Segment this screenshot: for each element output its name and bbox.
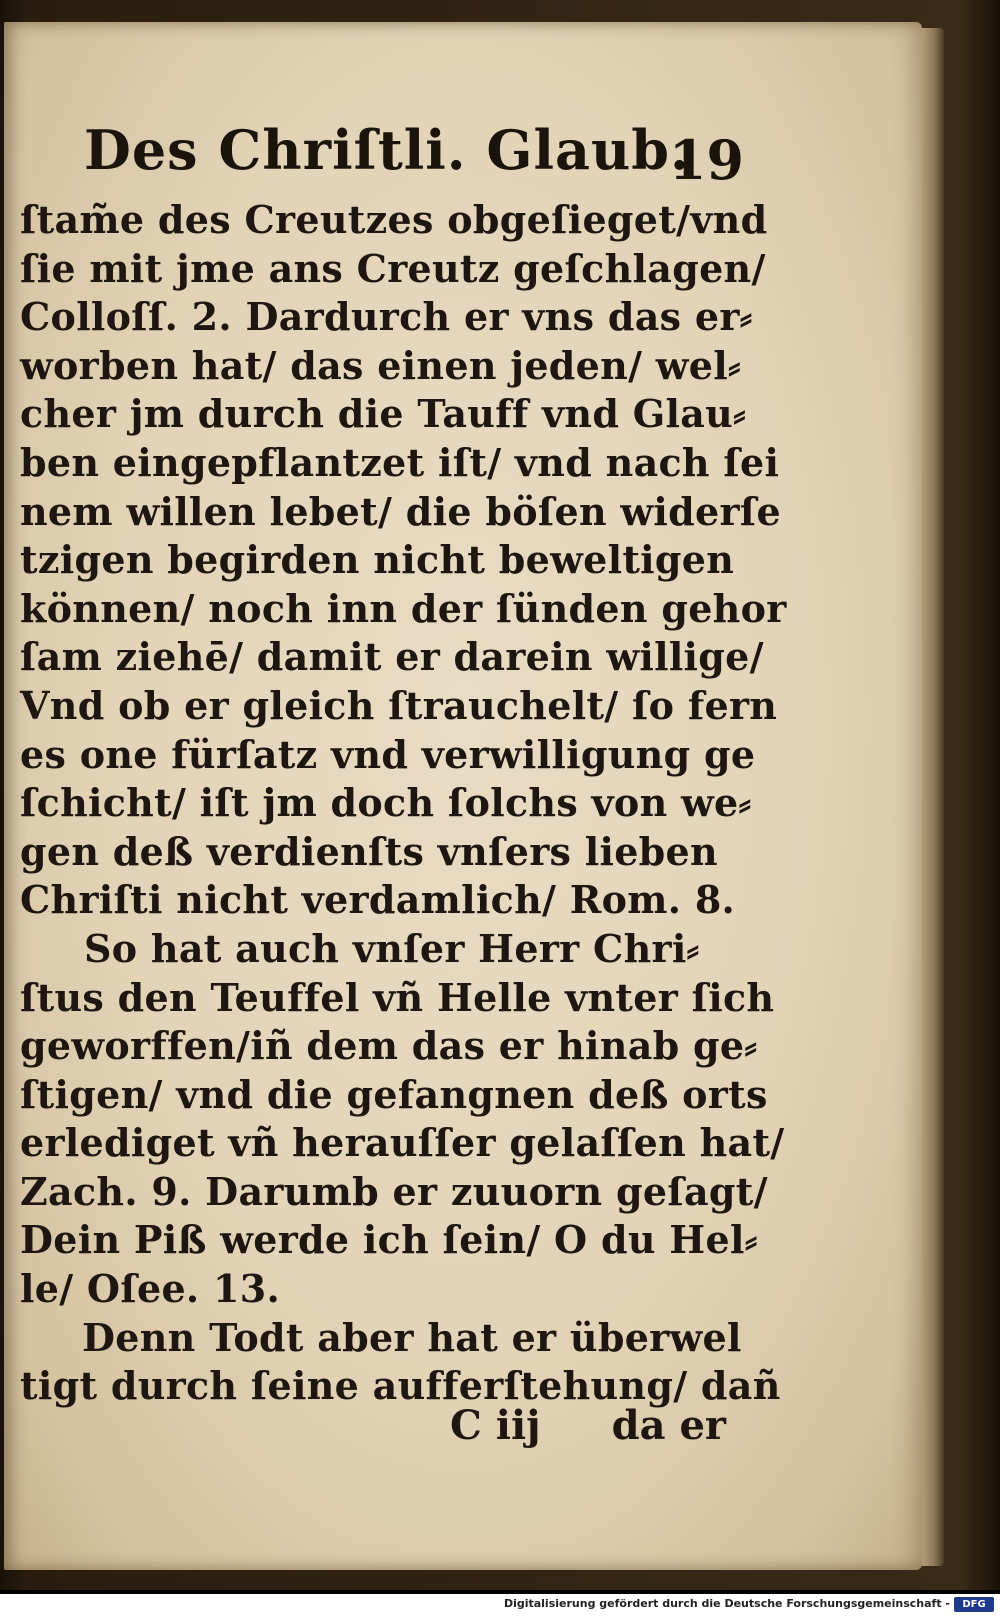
text-line: ſtam̃e des Creutzes obgeſieget/vnd bbox=[20, 197, 768, 242]
page-number: 19 bbox=[668, 128, 744, 192]
text-line: Denn Todt aber hat er überwel bbox=[82, 1314, 742, 1360]
dfg-logo: DFG bbox=[954, 1597, 994, 1612]
body-text bbox=[20, 196, 787, 1411]
text-line: Vnd ob er gleich ſtrauchelt/ ſo fern bbox=[20, 682, 778, 728]
text-line: Zach. 9. Darumb er zuuorn geſagt/ bbox=[20, 1168, 768, 1214]
signature-mark: C iij bbox=[450, 1402, 541, 1449]
text-line: le/ Oſee. 13. bbox=[20, 1266, 280, 1312]
text-line: ſam ziehē/ damit er darein willige/ bbox=[20, 634, 764, 680]
text-line: erlediget vñ herauſſer gelaſſen hat/ bbox=[20, 1120, 785, 1166]
text-line: nem willen lebet/ die böſen widerſe bbox=[20, 488, 781, 534]
text-line: gen deß verdienſts vnſers lieben bbox=[20, 828, 718, 874]
text-line: cher jm durch die Tauff vnd Glau⸗ bbox=[20, 391, 747, 437]
text-line: Dein Piß werde ich ſein/ O du Hel⸗ bbox=[20, 1217, 758, 1263]
text-line: worben hat/ das einen jeden/ wel⸗ bbox=[20, 342, 741, 388]
text-line: es one fürſatz vnd verwilligung ge bbox=[20, 731, 756, 777]
catchword: da er bbox=[611, 1402, 726, 1449]
text-line: So hat auch vnſer Herr Chri⸗ bbox=[84, 925, 700, 971]
running-head: Des Chriſtli. Glaub. bbox=[84, 118, 690, 182]
page-header bbox=[84, 118, 744, 198]
credit-text: Digitalisierung gefördert durch die Deutsche Forschungsgemeinschaft - bbox=[503, 1597, 950, 1610]
text-line: ſtus den Teuffel vñ Helle vnter ſich bbox=[20, 974, 775, 1020]
text-line: ſchicht/ iſt jm doch ſolchs von we⸗ bbox=[20, 780, 752, 826]
page-footer bbox=[20, 1402, 736, 1462]
text-line: tzigen begirden nicht beweltigen bbox=[20, 537, 735, 583]
book-page-edge bbox=[920, 28, 944, 1566]
text-line: Chriſti nicht verdamlich/ Rom. 8. bbox=[20, 877, 736, 923]
text-line: ben eingepflantzet iſt/ vnd nach ſei bbox=[20, 439, 780, 485]
text-line: ſtigen/ vnd die gefangnen deß orts bbox=[20, 1071, 768, 1117]
text-line: Colloſſ. 2. Dardurch er vns das er⸗ bbox=[20, 294, 753, 340]
text-line: geworffen/iñ dem das er hinab ge⸗ bbox=[20, 1023, 758, 1069]
text-line: tigt durch ſeine aufferſtehung/ dañ bbox=[20, 1363, 781, 1409]
text-line: ſie mit jme ans Creutz geſchlagen/ bbox=[20, 245, 766, 291]
text-line: können/ noch inn der ſünden gehor bbox=[20, 585, 787, 631]
credit-bar bbox=[0, 1594, 1000, 1616]
